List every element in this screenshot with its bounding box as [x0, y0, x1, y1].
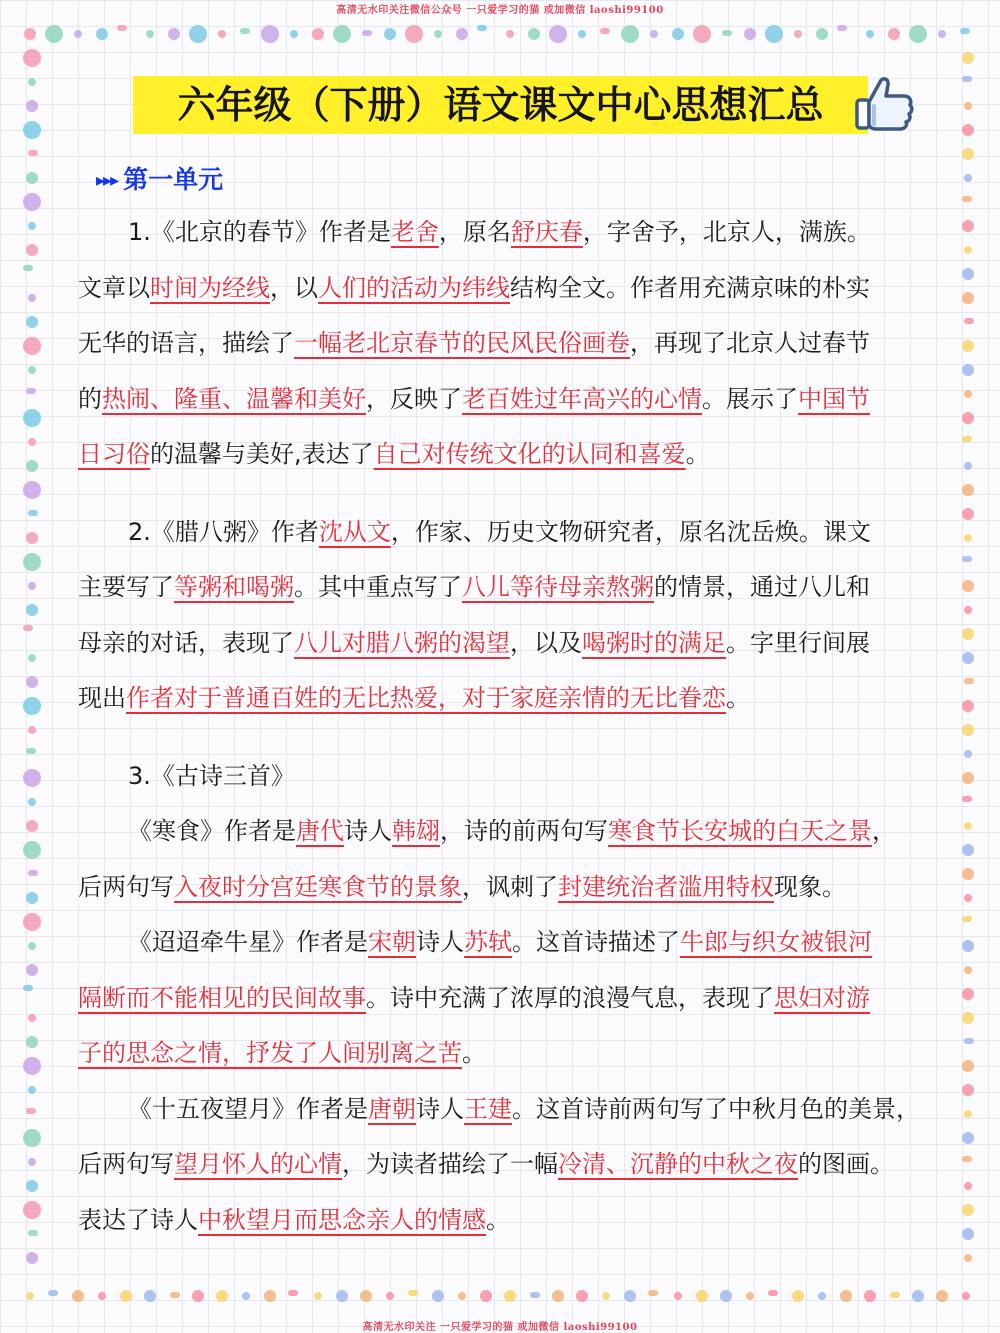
text-segment: 。字里行间展 [726, 628, 870, 657]
text-segment: 1.《北京的春节》作者是 [128, 218, 391, 246]
border-dot [26, 748, 36, 754]
text-segment: ，再现了北京人过春节 [630, 329, 870, 357]
border-dot [962, 652, 974, 664]
highlighted-phrase: 等粥和喝粥 [174, 573, 294, 601]
text-line [78, 749, 928, 805]
text-line [78, 560, 928, 616]
border-dot [362, 30, 372, 36]
text-segment: ，原名 [438, 218, 511, 246]
border-dot [28, 78, 36, 86]
border-dot [408, 1290, 418, 1296]
highlighted-phrase: 冷清、沉静的中秋之夜 [558, 1150, 798, 1178]
border-dot [28, 726, 36, 734]
border-dot [360, 1290, 372, 1302]
border-dot [26, 604, 38, 616]
highlighted-phrase: 中秋望月而思念亲人的情感 [198, 1205, 486, 1234]
text-segment: ，为读者描绘了一幅 [342, 1150, 558, 1178]
text-line [78, 1026, 928, 1082]
text-segment: 后两句写 [78, 872, 174, 901]
highlighted-phrase: 喝粥时的满足 [582, 628, 726, 657]
border-dot [386, 1292, 394, 1300]
border-dot [144, 1290, 156, 1302]
border-dot [962, 436, 972, 442]
text-line [78, 316, 928, 372]
border-dot [24, 28, 36, 40]
page-title: 六年级（下册）语文课文中心思想汇总 [177, 83, 824, 127]
border-dot [744, 28, 756, 40]
border-dot [23, 1129, 41, 1147]
border-dot [962, 1156, 972, 1162]
border-dot [912, 1290, 924, 1302]
border-dot [23, 1201, 41, 1219]
border-dot [28, 150, 38, 156]
border-dot [146, 30, 154, 38]
border-dot [962, 580, 974, 592]
text-line [78, 505, 928, 561]
text-line [78, 671, 928, 727]
border-dot [768, 1290, 778, 1296]
highlighted-phrase: 唐代 [296, 817, 344, 845]
text-line [78, 971, 928, 1027]
border-dot [26, 892, 38, 904]
border-dot [218, 30, 226, 38]
border-dot [964, 462, 972, 470]
border-dot [964, 966, 972, 974]
border-dot [960, 28, 970, 34]
paragraph-gap [78, 727, 928, 749]
watermark-bottom: 高清无水印关注 一只爱学习的猫 或加微信 laoshi99100 [362, 1322, 638, 1333]
border-dot [890, 1292, 900, 1298]
content-body [78, 205, 928, 1248]
border-dot [866, 30, 874, 38]
text-line [78, 261, 928, 317]
border-dot [962, 124, 974, 136]
border-dot [765, 25, 783, 43]
border-dot [504, 1290, 516, 1302]
highlighted-phrase: 牛郎与织女被银河 [680, 928, 872, 956]
text-line [78, 205, 928, 261]
border-dot [962, 148, 974, 160]
text-segment: ，以及 [510, 628, 582, 657]
border-dot [314, 1292, 322, 1300]
border-dot [549, 25, 567, 43]
border-dot [672, 28, 684, 40]
border-dot [964, 1110, 972, 1118]
border-dot [26, 1292, 34, 1300]
border-dot [434, 30, 442, 38]
highlighted-phrase: 寒食节长安城的白天之景 [608, 817, 872, 845]
text-segment: 无华的语言，描绘了 [78, 329, 294, 357]
border-dot [23, 913, 41, 931]
border-dot [23, 697, 41, 715]
border-dot [938, 30, 946, 38]
border-dot [964, 894, 972, 902]
text-line [78, 372, 928, 428]
highlighted-phrase: 自己对传统文化的认同和喜爱 [373, 440, 686, 468]
border-dot [23, 553, 41, 571]
border-dot [696, 1290, 708, 1302]
border-dot [794, 30, 802, 38]
border-dot [962, 292, 974, 304]
highlighted-phrase: 舒庆春 [510, 218, 583, 246]
border-dot [962, 1060, 974, 1072]
border-dot [28, 1086, 36, 1094]
border-dot [216, 1290, 228, 1302]
text-segment: 现象。 [774, 872, 846, 901]
border-dot [23, 985, 33, 991]
border-dot [74, 30, 82, 38]
text-line [78, 804, 928, 860]
border-dot [530, 1292, 540, 1298]
border-dot [28, 366, 36, 374]
text-line [78, 915, 928, 971]
border-dot [964, 318, 974, 324]
text-line [78, 1082, 928, 1138]
text-segment: 文章以 [78, 273, 150, 302]
highlighted-phrase: 封建统治者滥用特权 [558, 872, 774, 901]
text-segment: 的情景，通过八儿和 [654, 573, 870, 601]
paragraph-gap [78, 483, 928, 505]
border-dot [962, 1084, 974, 1096]
highlighted-phrase: 望月怀人的心情 [174, 1150, 342, 1178]
text-segment: 母亲的对话，表现了 [78, 628, 294, 657]
border-dot [189, 25, 207, 43]
border-dot [26, 244, 38, 256]
border-dot [962, 1132, 974, 1144]
border-dot [477, 25, 487, 31]
text-line [78, 1193, 928, 1249]
text-segment: 《寒食》作者是 [128, 817, 296, 845]
border-dot [23, 49, 41, 67]
border-dot [312, 28, 324, 40]
border-dot [28, 798, 36, 806]
border-dot [962, 364, 974, 376]
border-dot [26, 820, 38, 832]
border-dot [962, 220, 974, 232]
border-dot [26, 100, 38, 112]
border-dot [962, 1204, 974, 1216]
border-dot [962, 940, 974, 952]
text-segment: 。展示了 [702, 384, 798, 413]
border-dot [432, 1290, 444, 1302]
border-dot [26, 460, 38, 472]
text-segment: 诗人 [416, 1094, 464, 1123]
border-dot [818, 1292, 826, 1300]
highlighted-phrase: 子的思念之情，抒发了人间别离之苦 [78, 1039, 462, 1067]
border-dot [962, 76, 972, 82]
text-segment: 的 [78, 384, 102, 413]
border-dot [26, 388, 36, 394]
border-dot [23, 409, 41, 427]
border-dot [23, 193, 41, 211]
border-dot [962, 796, 972, 802]
border-dot [964, 1254, 972, 1262]
border-dot [964, 246, 972, 254]
border-dot [964, 822, 972, 830]
border-dot [170, 1292, 180, 1298]
border-dot [26, 676, 38, 688]
highlighted-phrase: 唐朝 [368, 1094, 416, 1123]
highlighted-phrase: 人们的活动为纬线 [318, 273, 510, 302]
highlighted-phrase: 思妇对游 [774, 983, 870, 1012]
border-dot [28, 510, 38, 516]
text-segment: ， [872, 817, 896, 845]
border-dot [964, 390, 972, 398]
border-dot [458, 1292, 466, 1300]
text-segment: 现出 [78, 684, 126, 712]
border-dot [674, 1292, 682, 1300]
border-dot [23, 337, 41, 355]
border-dot [26, 172, 38, 184]
border-dot [264, 1290, 276, 1302]
border-dot [405, 25, 423, 43]
border-dot [962, 268, 974, 280]
border-dot [45, 25, 63, 43]
border-dot [816, 28, 828, 40]
border-dot [288, 1290, 298, 1296]
border-dot [964, 1182, 972, 1190]
text-segment: 诗人 [344, 817, 392, 845]
text-segment: 的图画。 [798, 1150, 894, 1178]
border-dot [96, 28, 108, 40]
border-dot [962, 628, 974, 640]
border-dot [962, 340, 974, 352]
border-dot [23, 265, 33, 271]
border-dot [23, 769, 41, 787]
border-dot [28, 654, 36, 662]
border-dot [962, 196, 972, 202]
highlighted-phrase: 入夜时分宫廷寒食节的景象 [174, 872, 462, 901]
text-segment: 《十五夜望月》作者是 [128, 1094, 368, 1123]
border-dot [964, 606, 972, 614]
highlighted-phrase: 老百姓过年高兴的心情 [462, 384, 702, 413]
text-segment: 。 [486, 1205, 510, 1234]
highlighted-phrase: 中国节 [798, 384, 870, 413]
border-dot [746, 1292, 754, 1300]
thumbs-up-icon [852, 70, 918, 136]
watermark-top: 高清无水印关注微信公众号 一只爱学习的猫 或加微信 laoshi99100 [336, 5, 664, 16]
text-line [78, 616, 928, 672]
border-dot [648, 1290, 658, 1296]
border-dot [26, 1180, 38, 1192]
border-dot [888, 28, 900, 40]
highlighted-phrase: 隔断而不能相见的民间故事 [78, 983, 366, 1012]
border-dot [962, 52, 974, 64]
highlighted-phrase: 八儿等待母亲熬粥 [462, 573, 654, 601]
border-dot [26, 532, 38, 544]
border-dot [624, 1290, 636, 1302]
border-dot [964, 750, 972, 758]
border-dot [23, 625, 33, 631]
text-segment: 3.《古诗三首》 [128, 761, 295, 790]
title-banner [133, 76, 868, 134]
text-segment: 《迢迢牵牛星》作者是 [128, 928, 368, 956]
border-dot [480, 1290, 492, 1302]
border-dot [384, 28, 396, 40]
border-dot [962, 484, 974, 496]
border-dot [964, 678, 974, 684]
text-segment: ，讽刺了 [462, 872, 558, 901]
border-dot [962, 412, 974, 424]
text-line [78, 860, 928, 916]
border-dot [837, 25, 847, 31]
border-dot [720, 1290, 732, 1302]
highlighted-phrase: 王建 [464, 1094, 512, 1123]
border-dot [28, 582, 36, 590]
border-dot [964, 1038, 974, 1044]
text-line [78, 427, 928, 483]
border-dot [336, 1290, 348, 1302]
border-dot [962, 1292, 970, 1300]
highlighted-phrase: 时间为经线 [150, 273, 270, 302]
highlighted-phrase: 一幅老北京春节的民风民俗画卷 [294, 329, 630, 357]
border-dot [792, 1290, 804, 1302]
highlighted-phrase: 宋朝 [368, 928, 416, 956]
border-dot [602, 1292, 610, 1300]
text-segment: 表达了诗人 [78, 1205, 198, 1234]
border-dot [28, 1014, 36, 1022]
border-dot [962, 916, 972, 922]
border-dot [456, 28, 468, 40]
border-dot [28, 438, 36, 446]
border-dot [120, 1290, 132, 1302]
highlighted-phrase: 韩翃 [392, 817, 440, 845]
highlighted-phrase: 热闹、隆重、温馨和美好 [102, 384, 366, 413]
highlighted-phrase: 作者对于普通百姓的无比热爱，对于家庭亲情的无比眷恋 [126, 684, 726, 712]
border-dot [192, 1290, 204, 1302]
highlighted-phrase: 八儿对腊八粥的渴望 [294, 628, 510, 657]
border-dot [962, 700, 974, 712]
border-dot [26, 1036, 38, 1048]
text-segment: ，字舍予，北京人，满族。 [582, 218, 871, 246]
border-dot [23, 1057, 41, 1075]
border-dot [23, 481, 41, 499]
border-dot [552, 1290, 564, 1302]
border-dot [28, 222, 36, 230]
text-segment: ，以 [270, 273, 318, 302]
text-segment: 。 [462, 1039, 486, 1067]
border-dot [168, 28, 180, 40]
border-dot [936, 1290, 948, 1302]
border-dot [240, 28, 250, 34]
border-dot [962, 844, 974, 856]
text-segment: 2.《腊八粥》作者 [128, 517, 319, 546]
border-dot [261, 25, 279, 43]
border-dot [333, 25, 351, 43]
text-segment: 。诗中充满了浓厚的浪漫气息，表现了 [366, 983, 774, 1012]
text-segment: 后两句写 [78, 1150, 174, 1178]
border-dot [506, 30, 514, 38]
text-segment: 。这首诗前两句写了中秋月色的美景， [512, 1094, 920, 1123]
border-dot [722, 30, 732, 36]
border-dot [840, 1290, 852, 1302]
border-dot [528, 28, 540, 40]
border-dot [48, 1290, 58, 1296]
border-dot [26, 964, 38, 976]
text-segment: 。 [685, 440, 710, 468]
border-dot [962, 868, 974, 880]
border-dot [693, 25, 711, 43]
text-line [78, 1137, 928, 1193]
border-dot [964, 534, 972, 542]
text-segment: 。 [726, 684, 750, 712]
text-segment: ，诗的前两句写 [440, 817, 608, 845]
border-dot [26, 316, 38, 328]
border-dot [962, 508, 974, 520]
text-segment: 。这首诗描述了 [512, 928, 680, 956]
text-segment: ，反映了 [366, 384, 462, 413]
border-dot [909, 25, 927, 43]
text-segment: ，作家、历史文物研究者，原名沈岳焕。课文 [390, 517, 871, 546]
border-dot [964, 174, 972, 182]
border-dot [72, 1290, 84, 1302]
border-dot [28, 942, 36, 950]
text-segment: 。其中重点写了 [294, 573, 462, 601]
border-dot [600, 28, 610, 34]
text-segment: 结构全文。作者用充满京味的朴实 [510, 273, 870, 302]
text-segment: 诗人 [416, 928, 464, 956]
border-dot [242, 1292, 250, 1300]
border-dot [962, 988, 974, 1000]
text-segment: 主要写了 [78, 573, 174, 601]
highlighted-phrase: 沈从文 [318, 517, 391, 546]
border-dot [290, 30, 298, 38]
highlighted-phrase: 苏轼 [464, 928, 512, 956]
border-dot [28, 294, 36, 302]
border-dot [98, 1292, 106, 1300]
border-dot [962, 1012, 974, 1024]
border-dot [650, 30, 658, 38]
highlighted-phrase: 老舍 [390, 218, 439, 246]
highlighted-phrase: 日习俗 [78, 440, 150, 468]
unit-title: 第一单元 [123, 165, 224, 194]
border-dot [962, 1228, 974, 1240]
border-dot [28, 870, 38, 876]
arrow-marker-icon: ▸▸▸ [96, 170, 118, 191]
border-dot [117, 25, 127, 31]
border-dot [964, 102, 972, 110]
border-dot [26, 1108, 36, 1114]
border-dot [28, 1230, 38, 1236]
border-dot [962, 724, 974, 736]
unit-heading [96, 160, 223, 200]
border-dot [23, 841, 41, 859]
border-dot [962, 556, 972, 562]
border-dot [962, 772, 974, 784]
border-dot [864, 1290, 876, 1302]
border-dot [23, 121, 41, 139]
border-dot [28, 1158, 36, 1166]
border-dot [576, 1290, 588, 1302]
border-dot [621, 25, 639, 43]
text-segment: 的温馨与美好,表达了 [150, 440, 374, 468]
border-dot [26, 1252, 38, 1264]
border-dot [578, 30, 586, 38]
